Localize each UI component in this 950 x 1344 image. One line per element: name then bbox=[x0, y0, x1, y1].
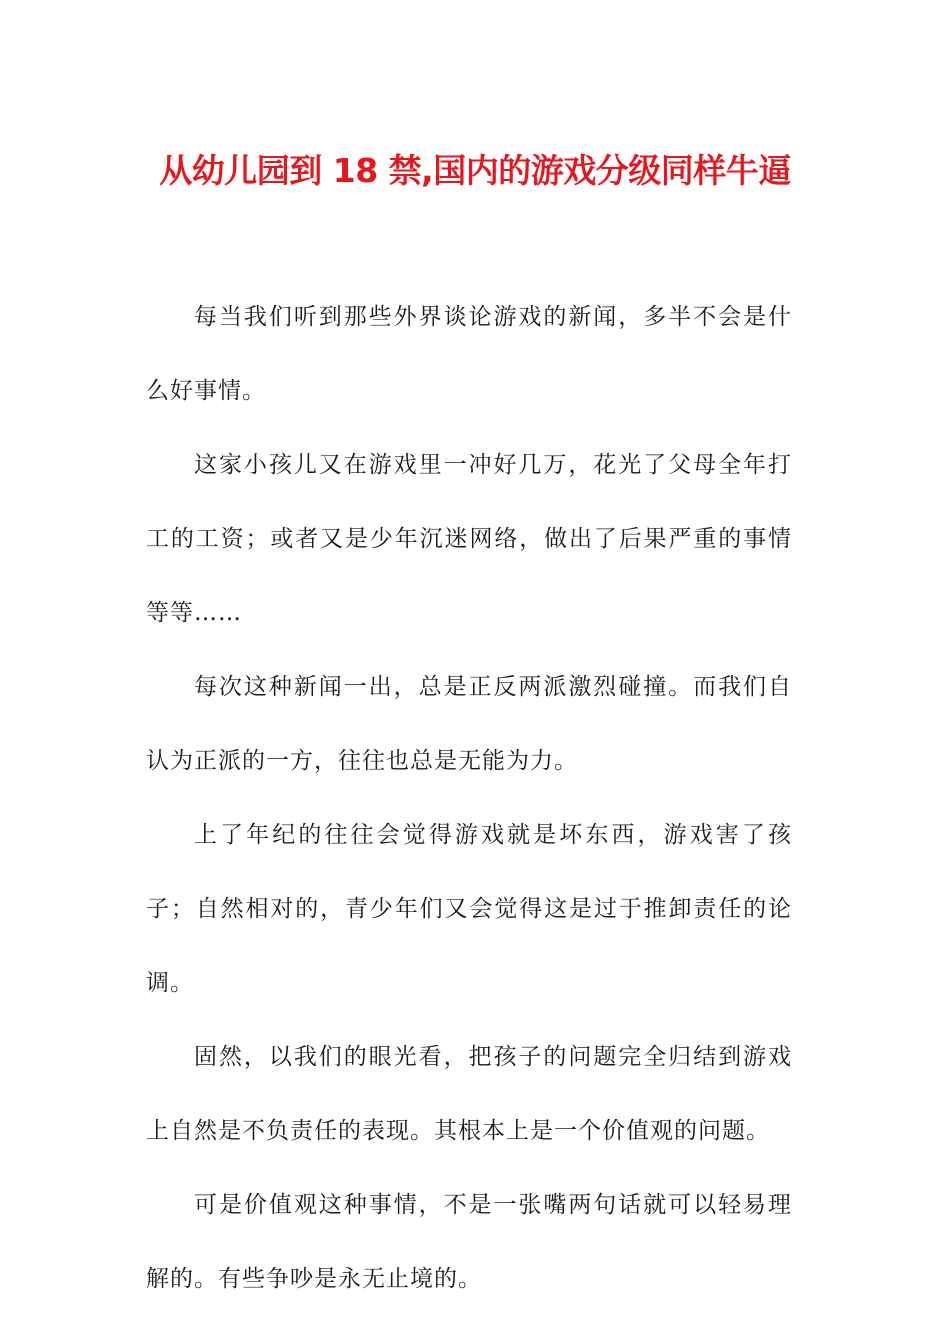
paragraph: 可是价值观这种事情，不是一张嘴两句话就可以轻易理解的。有些争吵是永无止境的。 bbox=[146, 1192, 792, 1292]
document-body bbox=[146, 280, 792, 1316]
paragraph: 固然，以我们的眼光看，把孩子的问题完全归结到游戏上自然是不负责任的表现。其根本上是一个价值观的问题。 bbox=[146, 1044, 792, 1144]
paragraph: 这家小孩儿又在游戏里一冲好几万，花光了父母全年打工的工资；或者又是少年沉迷网络，做出了后果严重的事情等等…… bbox=[146, 452, 792, 626]
paragraph: 每当我们听到那些外界谈论游戏的新闻，多半不会是什么好事情。 bbox=[146, 304, 792, 404]
document-title: 从幼儿园到 18 禁,国内的游戏分级同样牛逼 bbox=[159, 151, 791, 190]
paragraph: 上了年纪的往往会觉得游戏就是坏东西，游戏害了孩子；自然相对的，青少年们又会觉得这是过于推卸责任的论调。 bbox=[146, 822, 792, 996]
paragraph: 每次这种新闻一出，总是正反两派激烈碰撞。而我们自认为正派的一方，往往也总是无能为力。 bbox=[146, 674, 792, 774]
